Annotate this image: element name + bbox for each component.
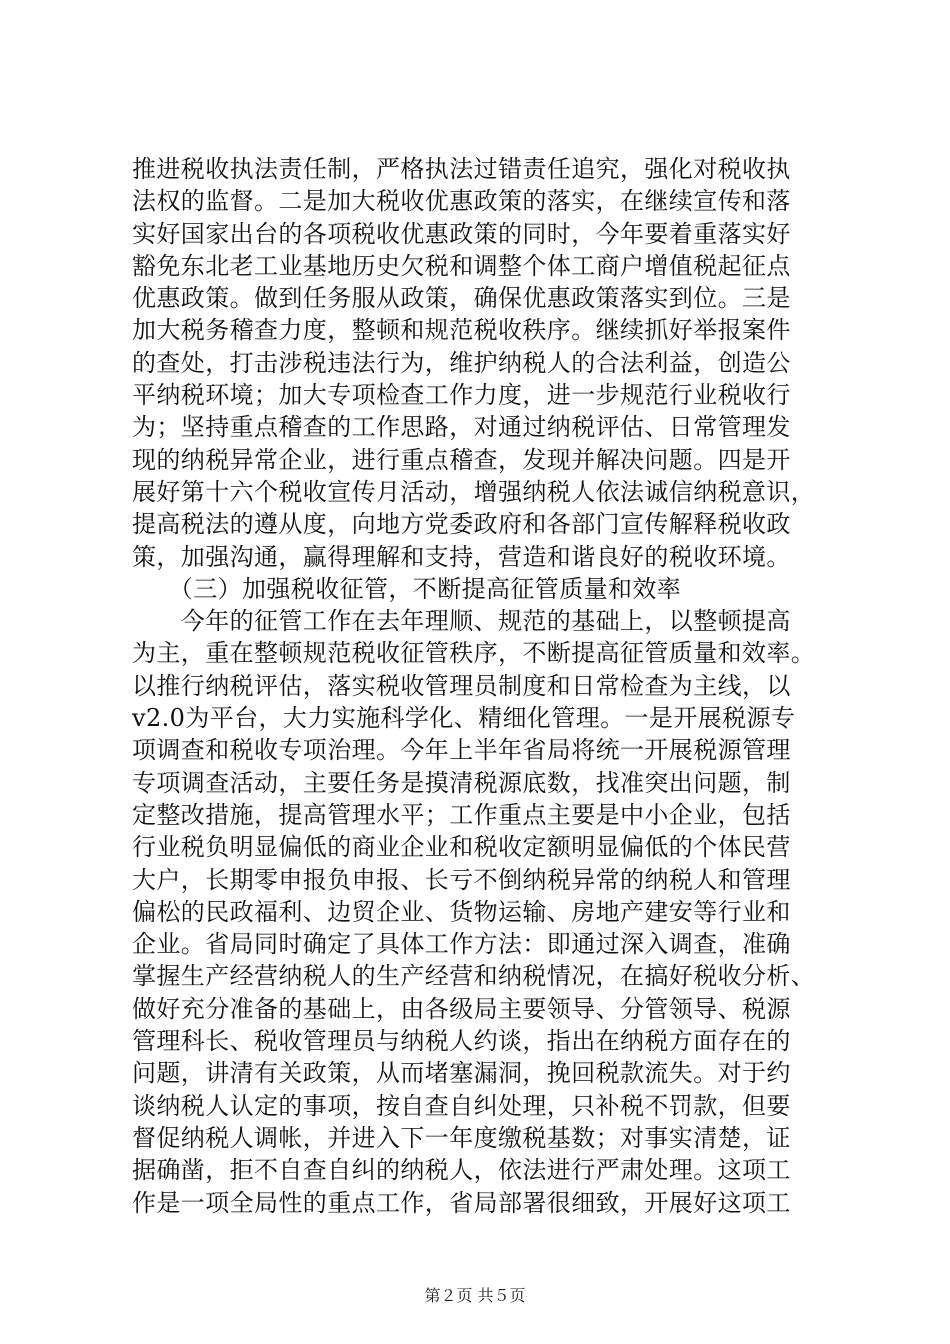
text-line: 优惠政策。做到任务服从政策，确保优惠政策落实到位。三是 — [132, 284, 791, 313]
text-line: 展好第十六个税收宣传月活动，增强纳税人依法诚信纳税意识， — [132, 477, 816, 506]
text-line: 为；坚持重点稽查的工作思路，对通过纳税评估、日常管理发 — [132, 413, 791, 442]
text-line: 专项调查活动，主要任务是摸清税源底数，找准突出问题，制 — [132, 768, 791, 797]
text-line: 平纳税环境；加大专项检查工作力度，进一步规范行业税收行 — [132, 381, 791, 410]
text-line: 豁免东北老工业基地历史欠税和调整个体工商户增值税起征点 — [132, 251, 791, 280]
text-line: 偏松的民政福利、边贸企业、货物运输、房地产建安等行业和 — [132, 897, 791, 926]
document-body — [132, 153, 832, 1219]
text-line: 以推行纳税评估，落实税收管理员制度和日常检查为主线，以 — [132, 671, 791, 700]
text-line: 策，加强沟通，赢得理解和支持，营造和谐良好的税收环境。 — [132, 542, 791, 571]
text-line: 大户，长期零申报负申报、长亏不倒纳税异常的纳税人和管理 — [132, 865, 791, 894]
text-line: 掌握生产经营纳税人的生产经营和纳税情况，在搞好税收分析、 — [132, 962, 816, 991]
text-line: 提高税法的遵从度，向地方党委政府和各部门宣传解释税收政 — [132, 510, 791, 539]
text-line: 据确凿，拒不自查自纠的纳税人，依法进行严肃处理。这项工 — [132, 1156, 791, 1185]
text-line: 做好充分准备的基础上，由各级局主要领导、分管领导、税源 — [132, 994, 791, 1023]
text-line: v2.0为平台，大力实施科学化、精细化管理。一是开展税源专 — [132, 704, 796, 733]
text-line: 定整改措施，提高管理水平；工作重点主要是中小企业，包括 — [132, 800, 791, 829]
text-line: 企业。省局同时确定了具体工作方法：即通过深入调查，准确 — [132, 930, 791, 959]
text-line: 现的纳税异常企业，进行重点稽查，发现并解决问题。四是开 — [132, 445, 791, 474]
text-line: 实好国家出台的各项税收优惠政策的同时，今年要着重落实好 — [132, 219, 791, 248]
text-line: 法权的监督。二是加大税收优惠政策的落实，在继续宣传和落 — [132, 187, 791, 216]
text-line: 作是一项全局性的重点工作，省局部署很细致，开展好这项工 — [132, 1188, 791, 1217]
text-line: 今年的征管工作在去年理顺、规范的基础上，以整顿提高 — [132, 607, 791, 636]
text-line: 问题，讲清有关政策，从而堵塞漏洞，挽回税款流失。对于约 — [132, 1059, 791, 1088]
text-line: 为主，重在整顿规范税收征管秩序，不断提高征管质量和效率。 — [132, 639, 816, 668]
text-line: 行业税负明显偏低的商业企业和税收定额明显偏低的个体民营 — [132, 833, 791, 862]
text-line: 推进税收执法责任制，严格执法过错责任追究，强化对税收执 — [132, 155, 791, 183]
text-line: 管理科长、税收管理员与纳税人约谈，指出在纳税方面存在的 — [132, 1027, 791, 1056]
text-line: 项调查和税收专项治理。今年上半年省局将统一开展税源管理 — [132, 736, 791, 765]
text-line: 的查处，打击涉税违法行为，维护纳税人的合法利益，创造公 — [132, 348, 791, 377]
page-number-footer: 第２页 共５页 — [424, 1286, 526, 1305]
text-line: （三）加强税收征管，不断提高征管质量和效率 — [132, 574, 682, 603]
text-line: 加大税务稽查力度，整顿和规范税收秩序。继续抓好举报案件 — [132, 316, 791, 345]
text-line: 谈纳税人认定的事项，按自查自纠处理，只补税不罚款，但要 — [132, 1091, 791, 1120]
text-line: 督促纳税人调帐，并进入下一年度缴税基数；对事实清楚，证 — [132, 1123, 791, 1152]
